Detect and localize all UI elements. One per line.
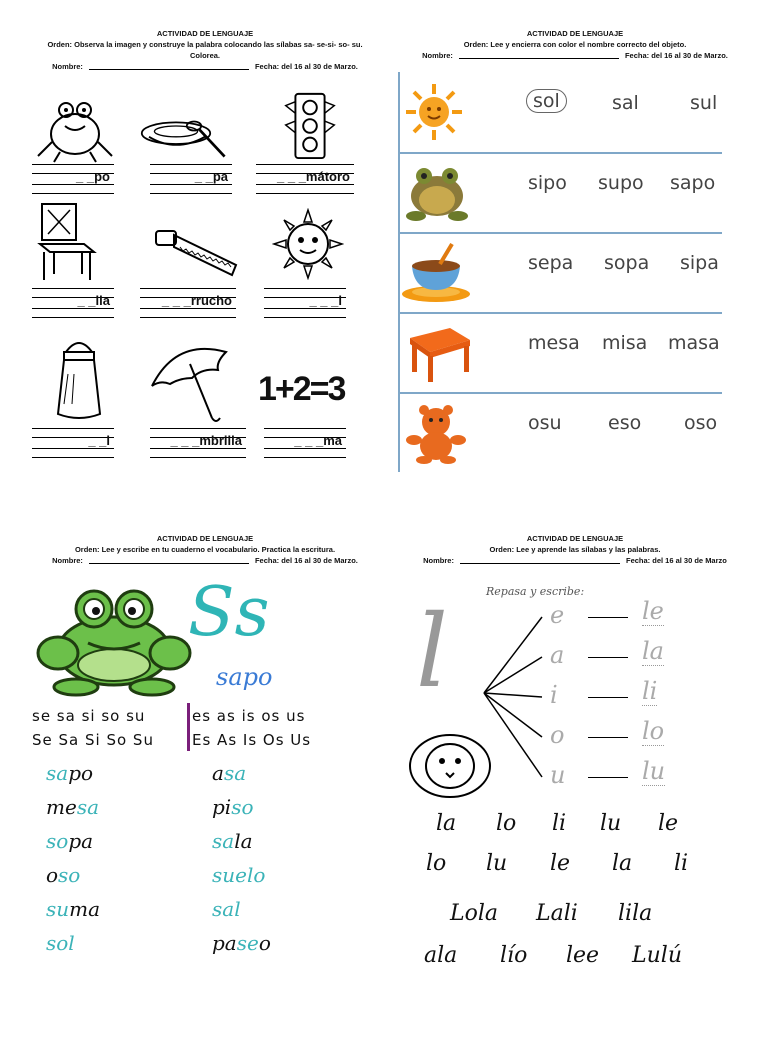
syllables-upper-left: Se Sa Si So Su bbox=[32, 731, 154, 749]
cup-icon bbox=[400, 242, 472, 306]
list-item: sol bbox=[46, 931, 75, 955]
table-icon bbox=[400, 322, 472, 384]
answer-text: _ _ _ma bbox=[294, 433, 342, 448]
arrow-right bbox=[588, 737, 628, 738]
header-q1 bbox=[20, 28, 390, 72]
sun-icon bbox=[272, 208, 344, 280]
list-item: mesa bbox=[46, 795, 99, 819]
practice-word: lu bbox=[486, 851, 508, 876]
syllables-upper-right: Es As Is Os Us bbox=[192, 731, 312, 749]
name-field[interactable] bbox=[459, 50, 619, 59]
practice-word: Lulú bbox=[632, 943, 682, 968]
name-field[interactable] bbox=[89, 61, 249, 70]
worksheet-q2 bbox=[390, 28, 760, 533]
word-row bbox=[400, 232, 722, 314]
answer-box[interactable] bbox=[150, 428, 246, 458]
header-q4 bbox=[390, 533, 760, 566]
title: ACTIVIDAD DE LENGUAJE bbox=[156, 29, 254, 38]
name-label: Nombre: bbox=[52, 62, 83, 71]
order-text: Orden: Lee y aprende las sílabas y las palabras. bbox=[489, 545, 661, 554]
date-label: Fecha: del 16 al 30 de Marzo. bbox=[254, 62, 358, 71]
word-option[interactable]: misa bbox=[602, 332, 648, 354]
word-option[interactable]: sul bbox=[690, 92, 718, 114]
word-option[interactable]: mesa bbox=[528, 332, 580, 354]
math-label: 1+2=3 bbox=[258, 370, 345, 408]
word-option[interactable]: osu bbox=[528, 412, 562, 434]
word-option[interactable]: sipo bbox=[528, 172, 567, 194]
practice-word: lo bbox=[426, 851, 447, 876]
name-field[interactable] bbox=[89, 555, 249, 564]
answer-box[interactable] bbox=[150, 164, 232, 194]
list-item: paseo bbox=[212, 931, 271, 955]
date-label: Fecha: del 16 al 30 de Marzo bbox=[625, 556, 727, 565]
answer-text: _ _po bbox=[76, 169, 110, 184]
list-item: oso bbox=[46, 863, 81, 887]
syllable-trace[interactable]: le bbox=[642, 597, 664, 625]
instruction-label: Repasa y escribe: bbox=[486, 585, 585, 598]
word-row bbox=[400, 392, 722, 472]
answer-box[interactable] bbox=[32, 164, 114, 194]
list-item: sala bbox=[212, 829, 253, 853]
chair-icon bbox=[24, 200, 114, 282]
word-option[interactable]: supo bbox=[598, 172, 644, 194]
vowel-trace: i bbox=[550, 681, 558, 709]
word-option[interactable]: sapo bbox=[670, 172, 716, 194]
frog-icon bbox=[30, 94, 120, 164]
word-panel bbox=[398, 72, 730, 472]
practice-word: lo bbox=[496, 811, 517, 836]
arrows-fan bbox=[480, 593, 550, 783]
list-item: suelo bbox=[212, 863, 266, 887]
practice-word: Lali bbox=[536, 901, 578, 926]
word-option[interactable]: sipa bbox=[680, 252, 719, 274]
answer-text: _ _ _rrucho bbox=[161, 293, 232, 308]
name-field[interactable] bbox=[460, 555, 620, 564]
big-letter: l bbox=[416, 593, 448, 710]
word-option[interactable]: sepa bbox=[528, 252, 574, 274]
answer-text: _ _pa bbox=[194, 169, 228, 184]
practice-word: le bbox=[658, 811, 679, 836]
list-item: suma bbox=[46, 897, 101, 921]
word-row bbox=[400, 152, 722, 234]
divider bbox=[187, 703, 190, 751]
syllable-trace[interactable]: lo bbox=[642, 717, 665, 745]
practice-word: Lola bbox=[450, 901, 499, 926]
practice-word: li bbox=[552, 811, 567, 836]
arrow-right bbox=[588, 617, 628, 618]
bear-icon bbox=[404, 400, 468, 464]
name-label: Nombre: bbox=[423, 556, 454, 565]
plate-spoon-icon bbox=[140, 100, 230, 170]
traffic-light-icon bbox=[265, 90, 355, 160]
practice-word: lío bbox=[500, 943, 528, 968]
vowel-trace: o bbox=[550, 721, 565, 749]
word-option[interactable]: masa bbox=[668, 332, 720, 354]
vowel-trace: e bbox=[550, 601, 565, 629]
answer-box[interactable] bbox=[264, 428, 346, 458]
order-text: Orden: Observa la imagen y construye la palabra colocando las sílabas sa- se-si- so- su. bbox=[47, 40, 363, 49]
syllables-lower-left: se sa si so su bbox=[32, 707, 146, 725]
practice-word: le bbox=[550, 851, 571, 876]
answer-box[interactable] bbox=[140, 288, 236, 318]
umbrella-icon bbox=[146, 338, 236, 424]
title: ACTIVIDAD DE LENGUAJE bbox=[156, 534, 254, 543]
practice-word: lu bbox=[600, 811, 622, 836]
answer-box[interactable] bbox=[256, 164, 354, 194]
answer-text: _ _ _mbrilla bbox=[170, 433, 242, 448]
list-item: asa bbox=[212, 761, 247, 785]
vowel-trace: a bbox=[550, 641, 565, 669]
practice-word: la bbox=[436, 811, 457, 836]
worksheet-q3 bbox=[20, 533, 390, 1038]
salt-shaker-icon bbox=[34, 334, 124, 422]
saw-icon bbox=[150, 216, 240, 286]
worksheet-q1 bbox=[20, 28, 390, 533]
answer-box[interactable] bbox=[32, 288, 114, 318]
name-label: Nombre: bbox=[52, 556, 83, 565]
sun-icon bbox=[404, 82, 464, 142]
list-item: sapo bbox=[46, 761, 94, 785]
word-option[interactable]: sol bbox=[526, 89, 567, 113]
practice-word: lee bbox=[566, 943, 600, 968]
date-label: Fecha: del 16 al 30 de Marzo. bbox=[254, 556, 358, 565]
word-option[interactable]: sal bbox=[612, 92, 639, 114]
word-option[interactable]: eso bbox=[608, 412, 642, 434]
word-row bbox=[400, 72, 722, 154]
name-label: Nombre: bbox=[422, 51, 453, 60]
frog-icon bbox=[404, 160, 470, 224]
vowel-trace: u bbox=[550, 761, 566, 789]
syllable-trace[interactable]: la bbox=[642, 637, 664, 665]
practice-word: ala bbox=[424, 943, 458, 968]
word-label: sapo bbox=[216, 663, 273, 691]
frog-icon bbox=[36, 581, 192, 697]
letters-title: Ss bbox=[188, 573, 270, 652]
arrow-right bbox=[588, 657, 628, 658]
practice-word: la bbox=[612, 851, 633, 876]
title: ACTIVIDAD DE LENGUAJE bbox=[526, 29, 624, 38]
arrow-right bbox=[588, 697, 628, 698]
header-q3 bbox=[20, 533, 390, 566]
practice-word: li bbox=[674, 851, 689, 876]
practice-word: lila bbox=[618, 901, 653, 926]
word-option[interactable]: oso bbox=[684, 412, 718, 434]
list-item: piso bbox=[212, 795, 254, 819]
syllables-lower-right: es as is os us bbox=[192, 707, 306, 725]
answer-text: _ _ _l bbox=[309, 293, 342, 308]
order-text-2: Colorea. bbox=[189, 51, 220, 60]
answer-box[interactable] bbox=[32, 428, 114, 458]
date-label: Fecha: del 16 al 30 de Marzo. bbox=[624, 51, 728, 60]
worksheet-q4 bbox=[390, 533, 760, 1038]
title: ACTIVIDAD DE LENGUAJE bbox=[526, 534, 624, 543]
order-text: Orden: Lee y encierra con color el nombre correcto del objeto. bbox=[463, 40, 687, 49]
word-row bbox=[400, 312, 722, 394]
answer-text: _ _ _mátoro bbox=[277, 169, 350, 184]
header-q2 bbox=[390, 28, 760, 61]
answer-box[interactable] bbox=[264, 288, 346, 318]
answer-text: _ _l bbox=[88, 433, 110, 448]
arrow-right bbox=[588, 777, 628, 778]
word-option[interactable]: sopa bbox=[604, 252, 650, 274]
syllable-trace[interactable]: lu bbox=[642, 757, 666, 785]
list-item: sopa bbox=[46, 829, 94, 853]
list-item: sal bbox=[212, 897, 241, 921]
answer-text: _ _lla bbox=[77, 293, 110, 308]
syllable-trace[interactable]: li bbox=[642, 677, 658, 705]
order-text: Orden: Lee y escribe en tu cuaderno el vocabulario. Practica la escritura. bbox=[74, 545, 336, 554]
